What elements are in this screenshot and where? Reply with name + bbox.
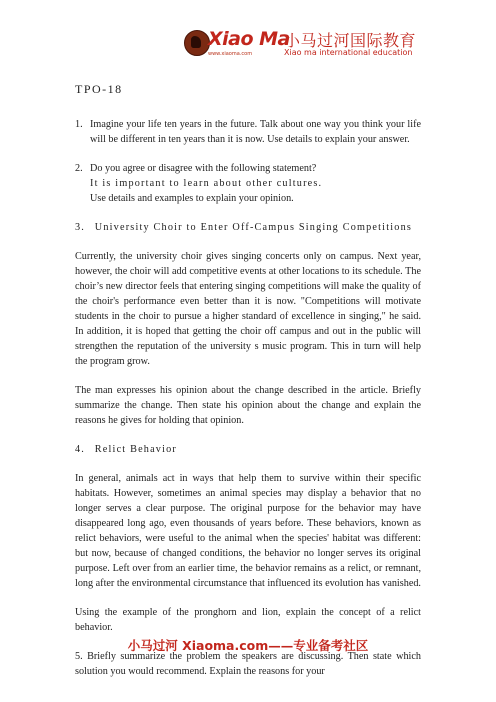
question-3-passage: Currently, the university choir gives singing concerts only on campus. Next year, however, the choir will add competitive events at other locations to its schedule. The choir’s new director feels that entering singing competitions will make the quality of the choir's performance even better than it is now. "Competitions will motivate students in the choir to pursue a higher standard of excellence in singing," he said. In addition, it is hoped that getting the choir off campus and out in the public will strengthen the reputation of the university s music program. This in turn will help the program grow. <box>75 251 421 367</box>
question-4-prompt: Using the example of the pronghorn and lion, explain the concept of a relict behavior. <box>75 607 421 633</box>
heading-text: University Choir to Enter Off-Campus Singing Competitions <box>94 222 413 233</box>
logo-latin-text: Xiao Ma <box>208 28 290 50</box>
question-4-passage: In general, animals act in ways that help them to survive within their specific habitats. However, sometimes an animal species may display a behavior that no longer serves a clear purpose. The original purpose for the behavior may have disappeared long ago, even thousands of years before. These behaviors, known as relict behaviors, were useful to the animal when the species' habitat was different: but now, because of changed conditions, the behavior no longer serves its original purpose. Left over from an earlier time, the behavior remains as a relict, or remnant, long after the environmental circumstance that influenced its evolution has vanished. <box>75 473 421 589</box>
question-3-heading <box>75 220 421 235</box>
question-number: 3. <box>75 222 86 233</box>
question-statement: It is important to learn about other cultures. <box>90 178 323 189</box>
question-3-prompt: The man expresses his opinion about the change described in the article. Briefly summarize the change. Then state his opinion about the change and explain the reasons he gives for holding that opinion. <box>75 385 421 426</box>
page-header <box>0 0 496 68</box>
question-number: 4. <box>75 444 86 455</box>
page-footer: 小马过河 Xiaoma.com——专业备考社区 <box>127 638 369 653</box>
logo-url-text: www.xiaoma.com <box>208 51 253 57</box>
heading-text: Relict Behavior <box>94 444 178 455</box>
horse-logo-icon <box>184 30 210 56</box>
question-2 <box>75 161 421 206</box>
question-1 <box>75 117 421 147</box>
question-line: Do you agree or disagree with the following statement? <box>90 163 317 174</box>
question-line: Use details and examples to explain your opinion. <box>90 193 294 204</box>
question-text: Imagine your life ten years in the future. Talk about one way you think your life will be different in ten years than it is now. Use details to explain your answer. <box>90 119 421 145</box>
logo-chinese-text: 小马过河国际教育 <box>284 31 417 50</box>
document-title: TPO-18 <box>75 82 123 96</box>
question-number: 2. <box>75 163 83 174</box>
question-number: 1. <box>75 119 83 130</box>
question-number: 5. <box>75 651 83 662</box>
document-body <box>75 82 421 693</box>
question-4-heading <box>75 442 421 457</box>
question-text: Briefly summarize the problem the speakers are discussing. Then state which solution you would recommend. Explain the reasons for your <box>75 651 421 677</box>
logo-english-text: Xiao ma international education <box>284 48 413 57</box>
